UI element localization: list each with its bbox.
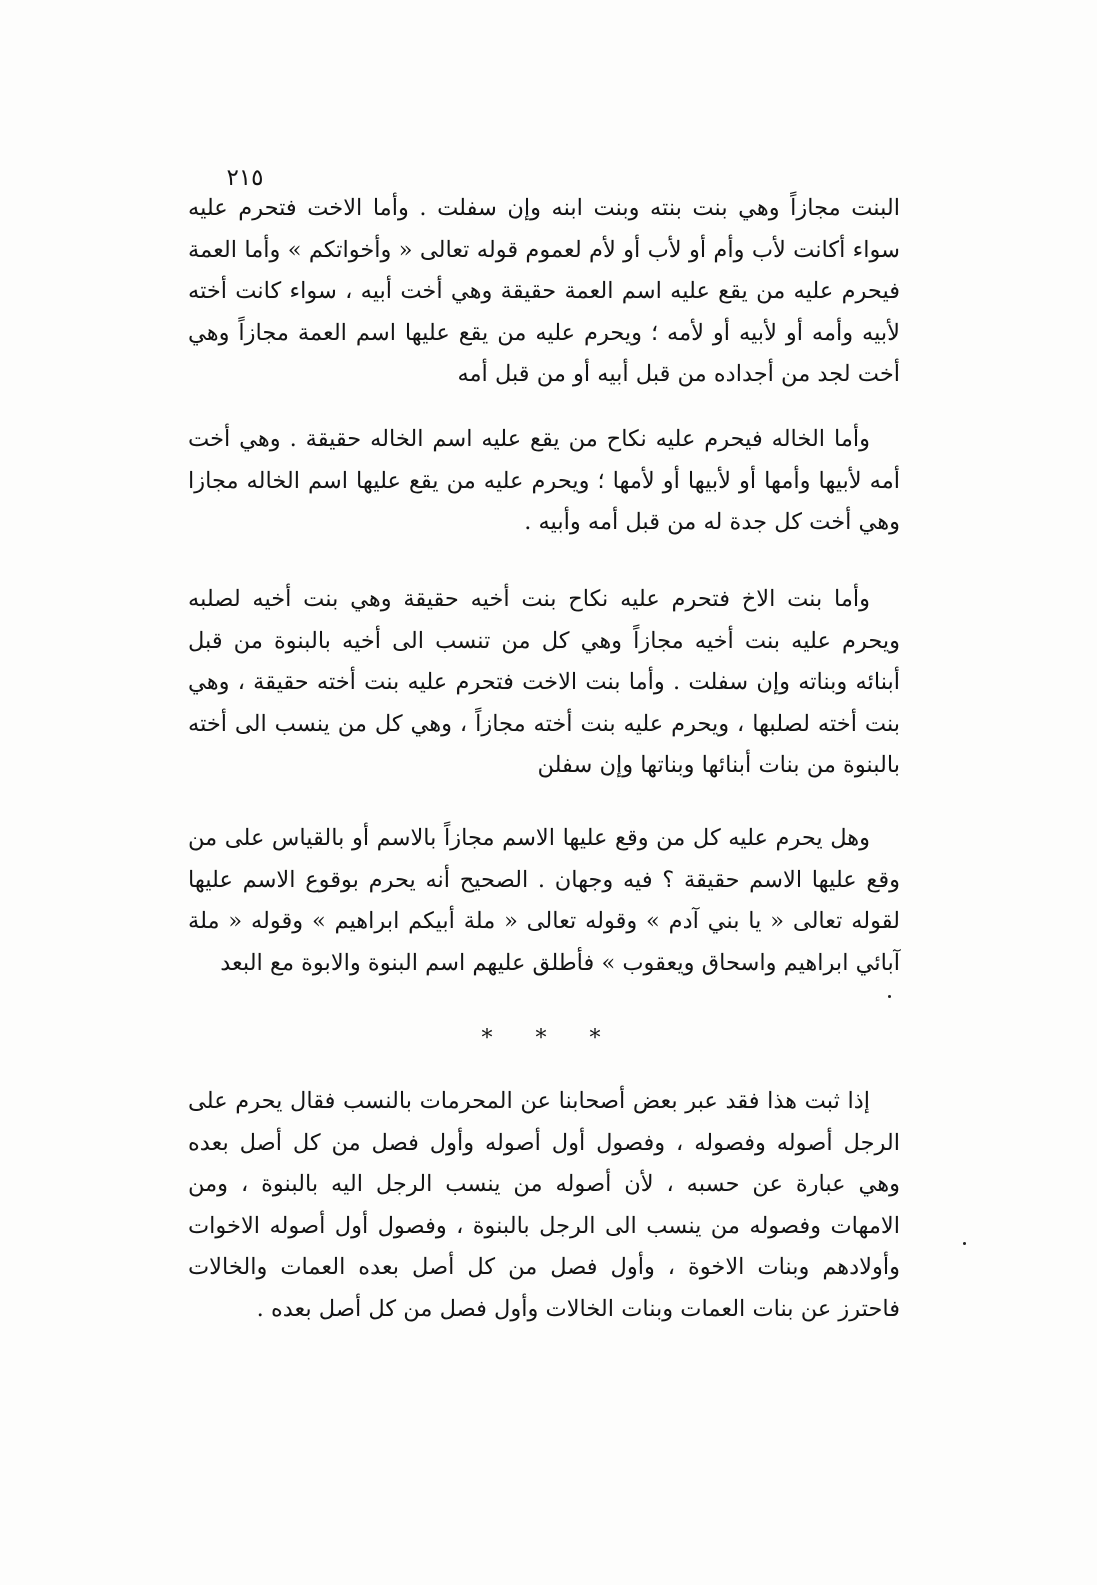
section-separator: * * * — [481, 1026, 619, 1051]
paragraph-4: وهل يحرم عليه كل من وقع عليها الاسم مجازاً بالاسم أو بالقياس على من وقع عليها الاسم حقيقة ؟ فيه وجهان . الصحيح أنه يحرم بوقوع الاسم عليها لقوله تعالى « يا بني آدم » وقوله تعالى « ملة أبيكم ابراهيم » وقوله « ملة آبائي ابراهيم واسحاق ويعقوب » فأطلق عليهم اسم البنوة والابوة مع البعد — [188, 825, 900, 976]
ink-speck — [963, 1242, 966, 1245]
paragraph-5: إذا ثبت هذا فقد عبر بعض أصحابنا عن المحرمات بالنسب فقال يحرم على الرجل أصوله وفصوله ، وفصول أول أصوله وأول فصل من كل أصل بعده وهي عبارة عن حسبه ، لأن أصوله من ينسب الرجل اليه بالبنوة ، ومن الامهات وفصوله من ينسب الى الرجل بالبنوة ، وفصول أول أصوله الاخوات وأولادهم وبنات الاخوة ، وأول فصل من كل أصل بعده العمات والخالات فاحترز عن بنات العمات وبنات الخالات وأول فصل من كل أصل بعده . — [188, 1088, 900, 1322]
paragraph-3: وأما بنت الاخ فتحرم عليه نكاح بنت أخيه حقيقة وهي بنت أخيه لصلبه ويحرم عليه بنت أخيه مجازاً وهي كل من تنسب الى أخيه بالبنوة من قبل أبنائه وبناته وإن سفلت . وأما بنت الاخت فتحرم عليه بنت أخته حقيقة ، وهي بنت أخته لصلبها ، ويحرم عليه بنت أخته مجازاً ، وهي كل من ينسب الى أخته بالبنوة من بنات أبنائها وبناتها وإن سفلن — [188, 586, 900, 779]
paragraph-2: وأما الخاله فيحرم عليه نكاح من يقع عليه اسم الخاله حقيقة . وهي أخت أمه لأبيها وأمها أو لأبيها أو لأمها ؛ ويحرم عليه من يقع عليها اسم الخاله مجازا وهي أخت كل جدة له من قبل أمه وأبيه . — [188, 426, 900, 536]
ink-speck — [888, 995, 891, 998]
page-number: ٢١٥ — [226, 165, 264, 191]
paragraph-1: البنت مجازاً وهي بنت بنته وبنت ابنه وإن سفلت . وأما الاخت فتحرم عليه سواء أكانت لأب وأم أو لأب أو لأم لعموم قوله تعالى « وأخواتكم » وأما العمة فيحرم عليه من يقع عليه اسم العمة حقيقة وهي أخت أبيه ، سواء كانت أخته لأبيه وأمه أو لأبيه أو لأمه ؛ ويحرم عليه من يقع عليها اسم العمة مجازاً وهي أخت لجد من أجداده من قبل أبيه أو من قبل أمه — [188, 195, 900, 388]
